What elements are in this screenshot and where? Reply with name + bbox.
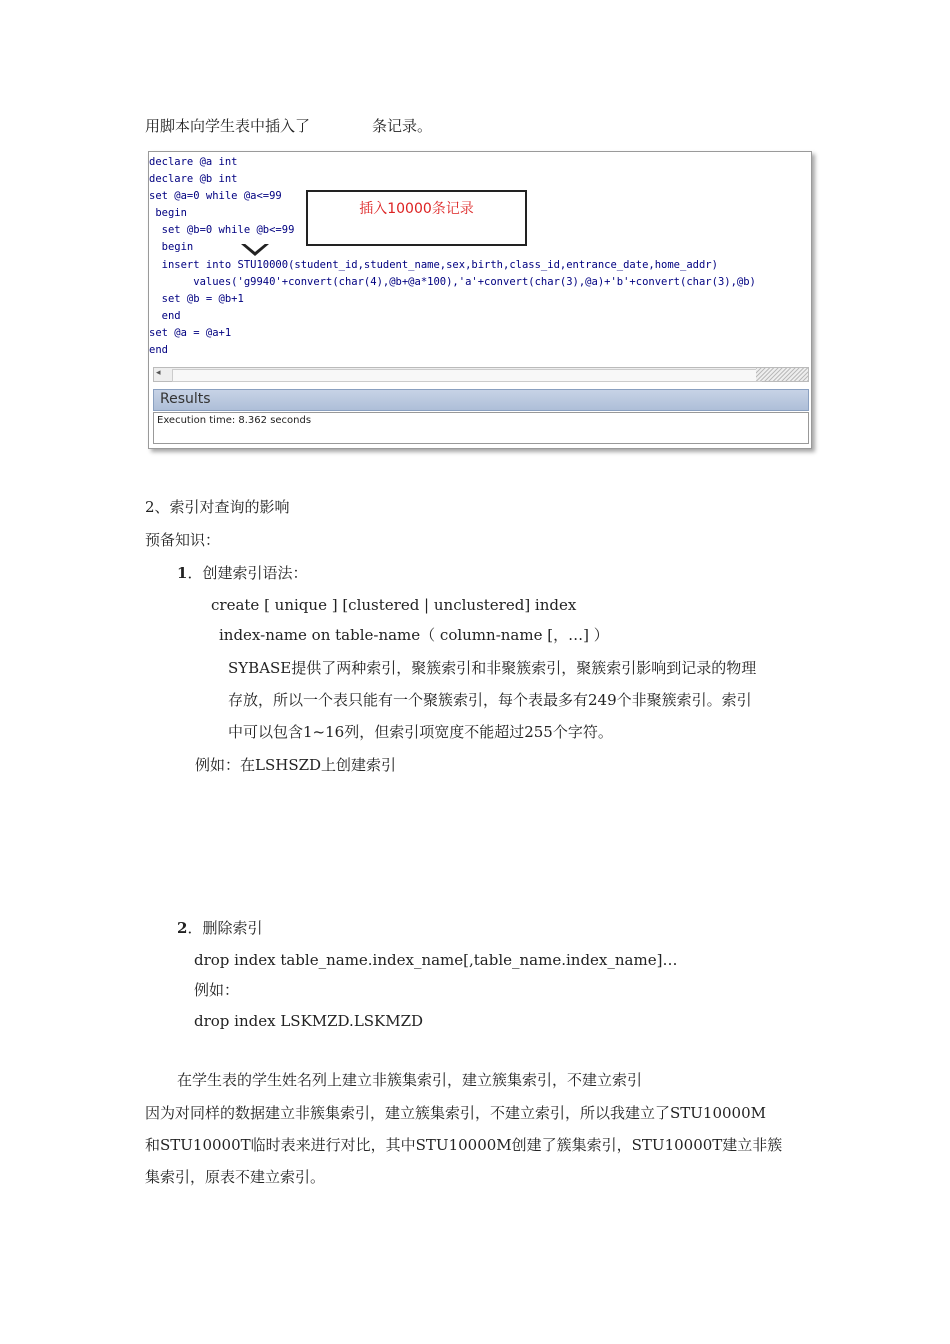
- code-line: end: [149, 309, 181, 322]
- results-label: Results: [160, 391, 211, 407]
- sql-code-block: [149, 154, 811, 359]
- code-line: set @a=0 while @a<=99: [149, 190, 282, 203]
- closing-line-3: 和STU10000T临时表来进行对比，其中STU10000M创建了簇集索引，STU10000T建立非簇: [145, 1136, 783, 1154]
- code-line: end: [149, 344, 168, 357]
- item1-title: ．创建索引语法：: [187, 564, 308, 582]
- scroll-left-icon[interactable]: ◂: [156, 368, 161, 378]
- prereq-label: 预备知识：: [145, 531, 221, 549]
- resize-grip[interactable]: [756, 368, 808, 381]
- item2-number: 2: [177, 919, 188, 937]
- results-header[interactable]: [153, 389, 809, 411]
- item1-heading: [177, 563, 307, 583]
- callout-text: 插入10000条记录: [359, 201, 474, 217]
- code-line: set @a = @a+1: [149, 326, 232, 339]
- intro-text-before: 用脚本向学生表中插入了: [145, 117, 311, 135]
- drop-example: drop index LSKMZD.LSKMZD: [194, 1012, 424, 1030]
- closing-line-1: 在学生表的学生姓名列上建立非簇集索引，建立簇集索引，不建立索引: [177, 1071, 643, 1089]
- item1-number: 1: [177, 564, 188, 582]
- syntax-line-1: create [ unique ] [clustered | unclustered] index: [211, 596, 577, 614]
- drop-syntax: drop index table_name.index_name[,table_name.index_name]…: [194, 951, 678, 969]
- code-line: set @b = @b+1: [149, 292, 244, 305]
- item2-heading: [177, 918, 262, 938]
- section-heading: 2、索引对查询的影响: [145, 498, 290, 516]
- closing-line-4: 集索引，原表不建立索引。: [145, 1168, 326, 1186]
- paragraph-line-2: 存放，所以一个表只能有一个聚簇索引，每个表最多有249个非聚簇索引。索引: [228, 691, 752, 709]
- horizontal-scrollbar[interactable]: [153, 367, 809, 382]
- sql-editor-screenshot: [148, 151, 812, 449]
- syntax-line-2: index-name on table-name（ column-name [，…] ）: [219, 626, 609, 644]
- code-line: insert into STU10000(student_id,student_name,sex,birth,class_id,entrance_date,home_addr): [149, 258, 718, 271]
- code-line: begin: [149, 241, 194, 254]
- item2-title: ．删除索引: [187, 919, 263, 937]
- scrollbar-thumb[interactable]: [172, 369, 762, 382]
- code-line: declare @b int: [149, 173, 238, 186]
- intro-text-after: 条记录。: [372, 117, 433, 135]
- execution-time-text: Execution time: 8.362 seconds: [157, 415, 312, 426]
- code-line: begin: [149, 207, 187, 220]
- callout-box: [306, 190, 527, 246]
- closing-line-2: 因为对同样的数据建立非簇集索引，建立簇集索引，不建立索引，所以我建立了STU10000M: [145, 1104, 767, 1122]
- code-line: values('g9940'+convert(char(4),@b+@a*100),'a'+convert(char(3),@a)+'b'+convert(char(3),@b): [149, 275, 756, 288]
- code-line: set @b=0 while @b<=99: [149, 224, 295, 237]
- results-pane: [153, 412, 809, 444]
- example-label: 例如：: [194, 981, 240, 999]
- paragraph-line-1: SYBASE提供了两种索引，聚簇索引和非聚簇索引，聚簇索引影响到记录的物理: [228, 659, 757, 677]
- code-line: declare @a int: [149, 156, 238, 168]
- paragraph-line-3: 中可以包含1~16列，但索引项宽度不能超过255个字符。: [228, 723, 613, 741]
- example-create-index: 例如：在LSHSZD上创建索引: [195, 756, 397, 774]
